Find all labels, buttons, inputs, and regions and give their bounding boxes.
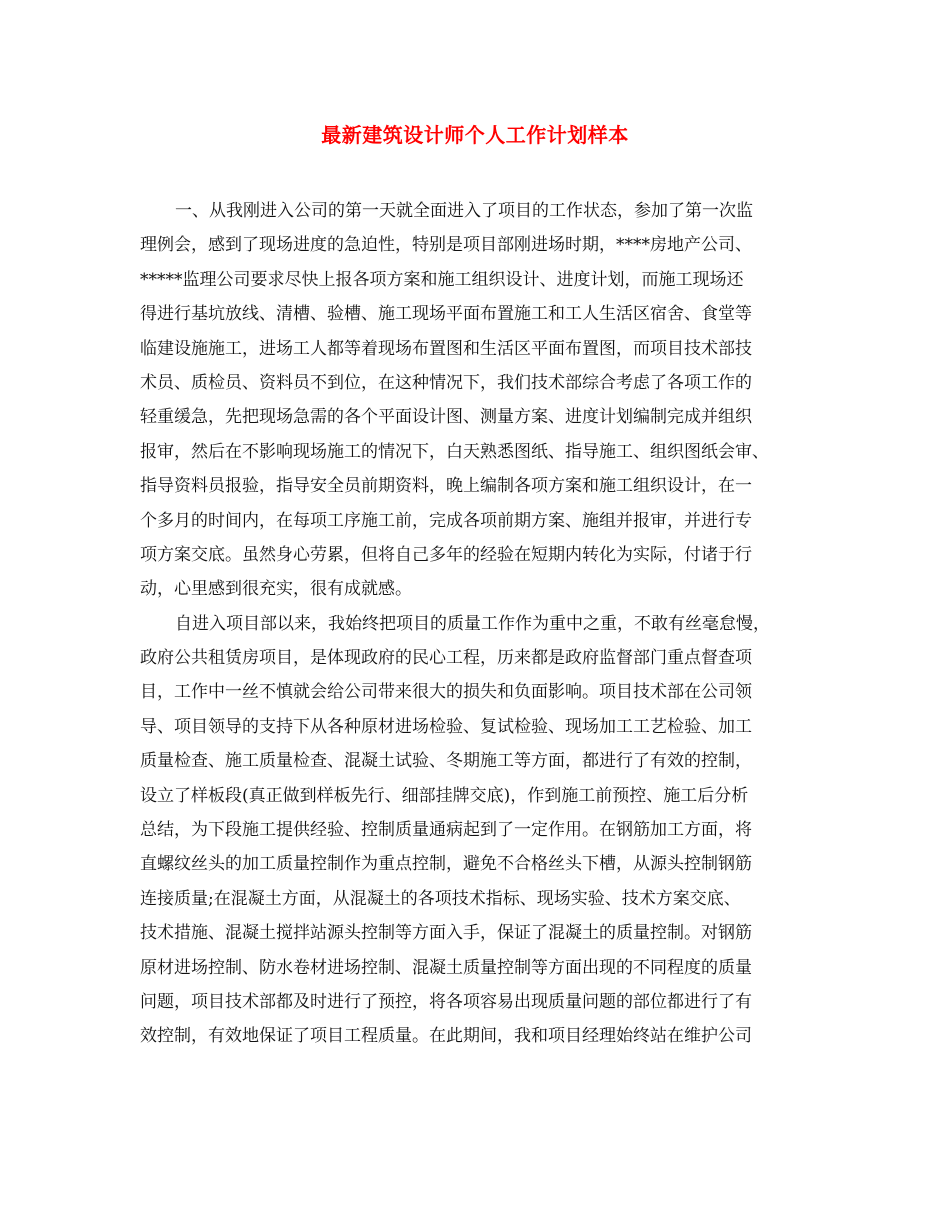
paragraph-line: 问题，项目技术部都及时进行了预控，将各项容易出现质量问题的部位都进行了有: [140, 991, 752, 1012]
paragraph-line: 得进行基坑放线、清槽、验槽、施工现场平面布置施工和工人生活区宿舍、食堂等: [140, 304, 752, 325]
paragraph-line: 效控制，有效地保证了项目工程质量。在此期间，我和项目经理始终站在维护公司: [140, 1026, 752, 1047]
paragraph-line: 原材进场控制、防水卷材进场控制、混凝土质量控制等方面出现的不同程度的质量: [140, 957, 752, 978]
paragraph-line: 设立了样板段(真正做到样板先行、细部挂牌交底)，作到施工前预控、施工后分析: [140, 785, 749, 806]
paragraph-line: 直螺纹丝头的加工质量控制作为重点控制，避免不合格丝头下槽，从源头控制钢筋: [140, 854, 752, 875]
paragraph-line: 政府公共租赁房项目，是体现政府的民心工程，历来都是政府监督部门重点督查项: [140, 648, 752, 669]
paragraph-line: 导、项目领导的支持下从各种原材进场检验、复试检验、现场加工工艺检验、加工: [140, 716, 752, 737]
paragraph-line: 目，工作中一丝不慎就会给公司带来很大的损失和负面影响。项目技术部在公司领: [140, 682, 752, 703]
paragraph-1: [140, 194, 830, 607]
paragraph-line: 个多月的时间内，在每项工序施工前，完成各项前期方案、施组并报审，并进行专: [140, 510, 752, 531]
document-title: 最新建筑设计师个人工作计划样本: [321, 123, 629, 147]
paragraph-line: 一、从我刚进入公司的第一天就全面进入了项目的工作状态，参加了第一次监: [175, 201, 753, 221]
paragraph-line: 轻重缓急，先把现场急需的各个平面设计图、测量方案、进度计划编制完成并组织: [140, 407, 752, 428]
paragraph-line: 理例会，感到了现场进度的急迫性，特别是项目部刚进场时期，****房地产公司、: [140, 235, 752, 256]
paragraph-2: [140, 607, 830, 1054]
paragraph-line: 指导资料员报验，指导安全员前期资料，晚上编制各项方案和施工组织设计，在一: [140, 476, 752, 497]
paragraph-line: 项方案交底。虽然身心劳累，但将自己多年的经验在短期内转化为实际，付诸于行: [140, 544, 752, 565]
document-body: [140, 194, 830, 1054]
paragraph-line: 动，心里感到很充实，很有成就感。: [140, 579, 412, 600]
paragraph-line: *****监理公司要求尽快上报各项方案和施工组织设计、进度计划，而施工现场还: [140, 269, 744, 290]
paragraph-line: 技术措施、混凝土搅拌站源头控制等方面入手，保证了混凝土的质量控制。对钢筋: [140, 923, 752, 944]
paragraph-line: 总结，为下段施工提供经验、控制质量通病起到了一定作用。在钢筋加工方面，将: [140, 820, 752, 841]
paragraph-line: 连接质量;在混凝土方面，从混凝土的各项技术指标、现场实验、技术方案交底、: [140, 888, 741, 909]
paragraph-line: 临建设施施工，进场工人都等着现场布置图和生活区平面布置图，而项目技术部技: [140, 338, 752, 359]
paragraph-line: 术员、质检员、资料员不到位，在这种情况下，我们技术部综合考虑了各项工作的: [140, 372, 752, 393]
paragraph-line: 报审，然后在不影响现场施工的情况下，白天熟悉图纸、指导施工、组织图纸会审、: [140, 441, 769, 462]
paragraph-line: 质量检查、施工质量检查、混凝土试验、冬期施工等方面，都进行了有效的控制，: [140, 751, 752, 772]
paragraph-line: 自进入项目部以来，我始终把项目的质量工作作为重中之重，不敢有丝毫怠慢，: [175, 613, 770, 634]
